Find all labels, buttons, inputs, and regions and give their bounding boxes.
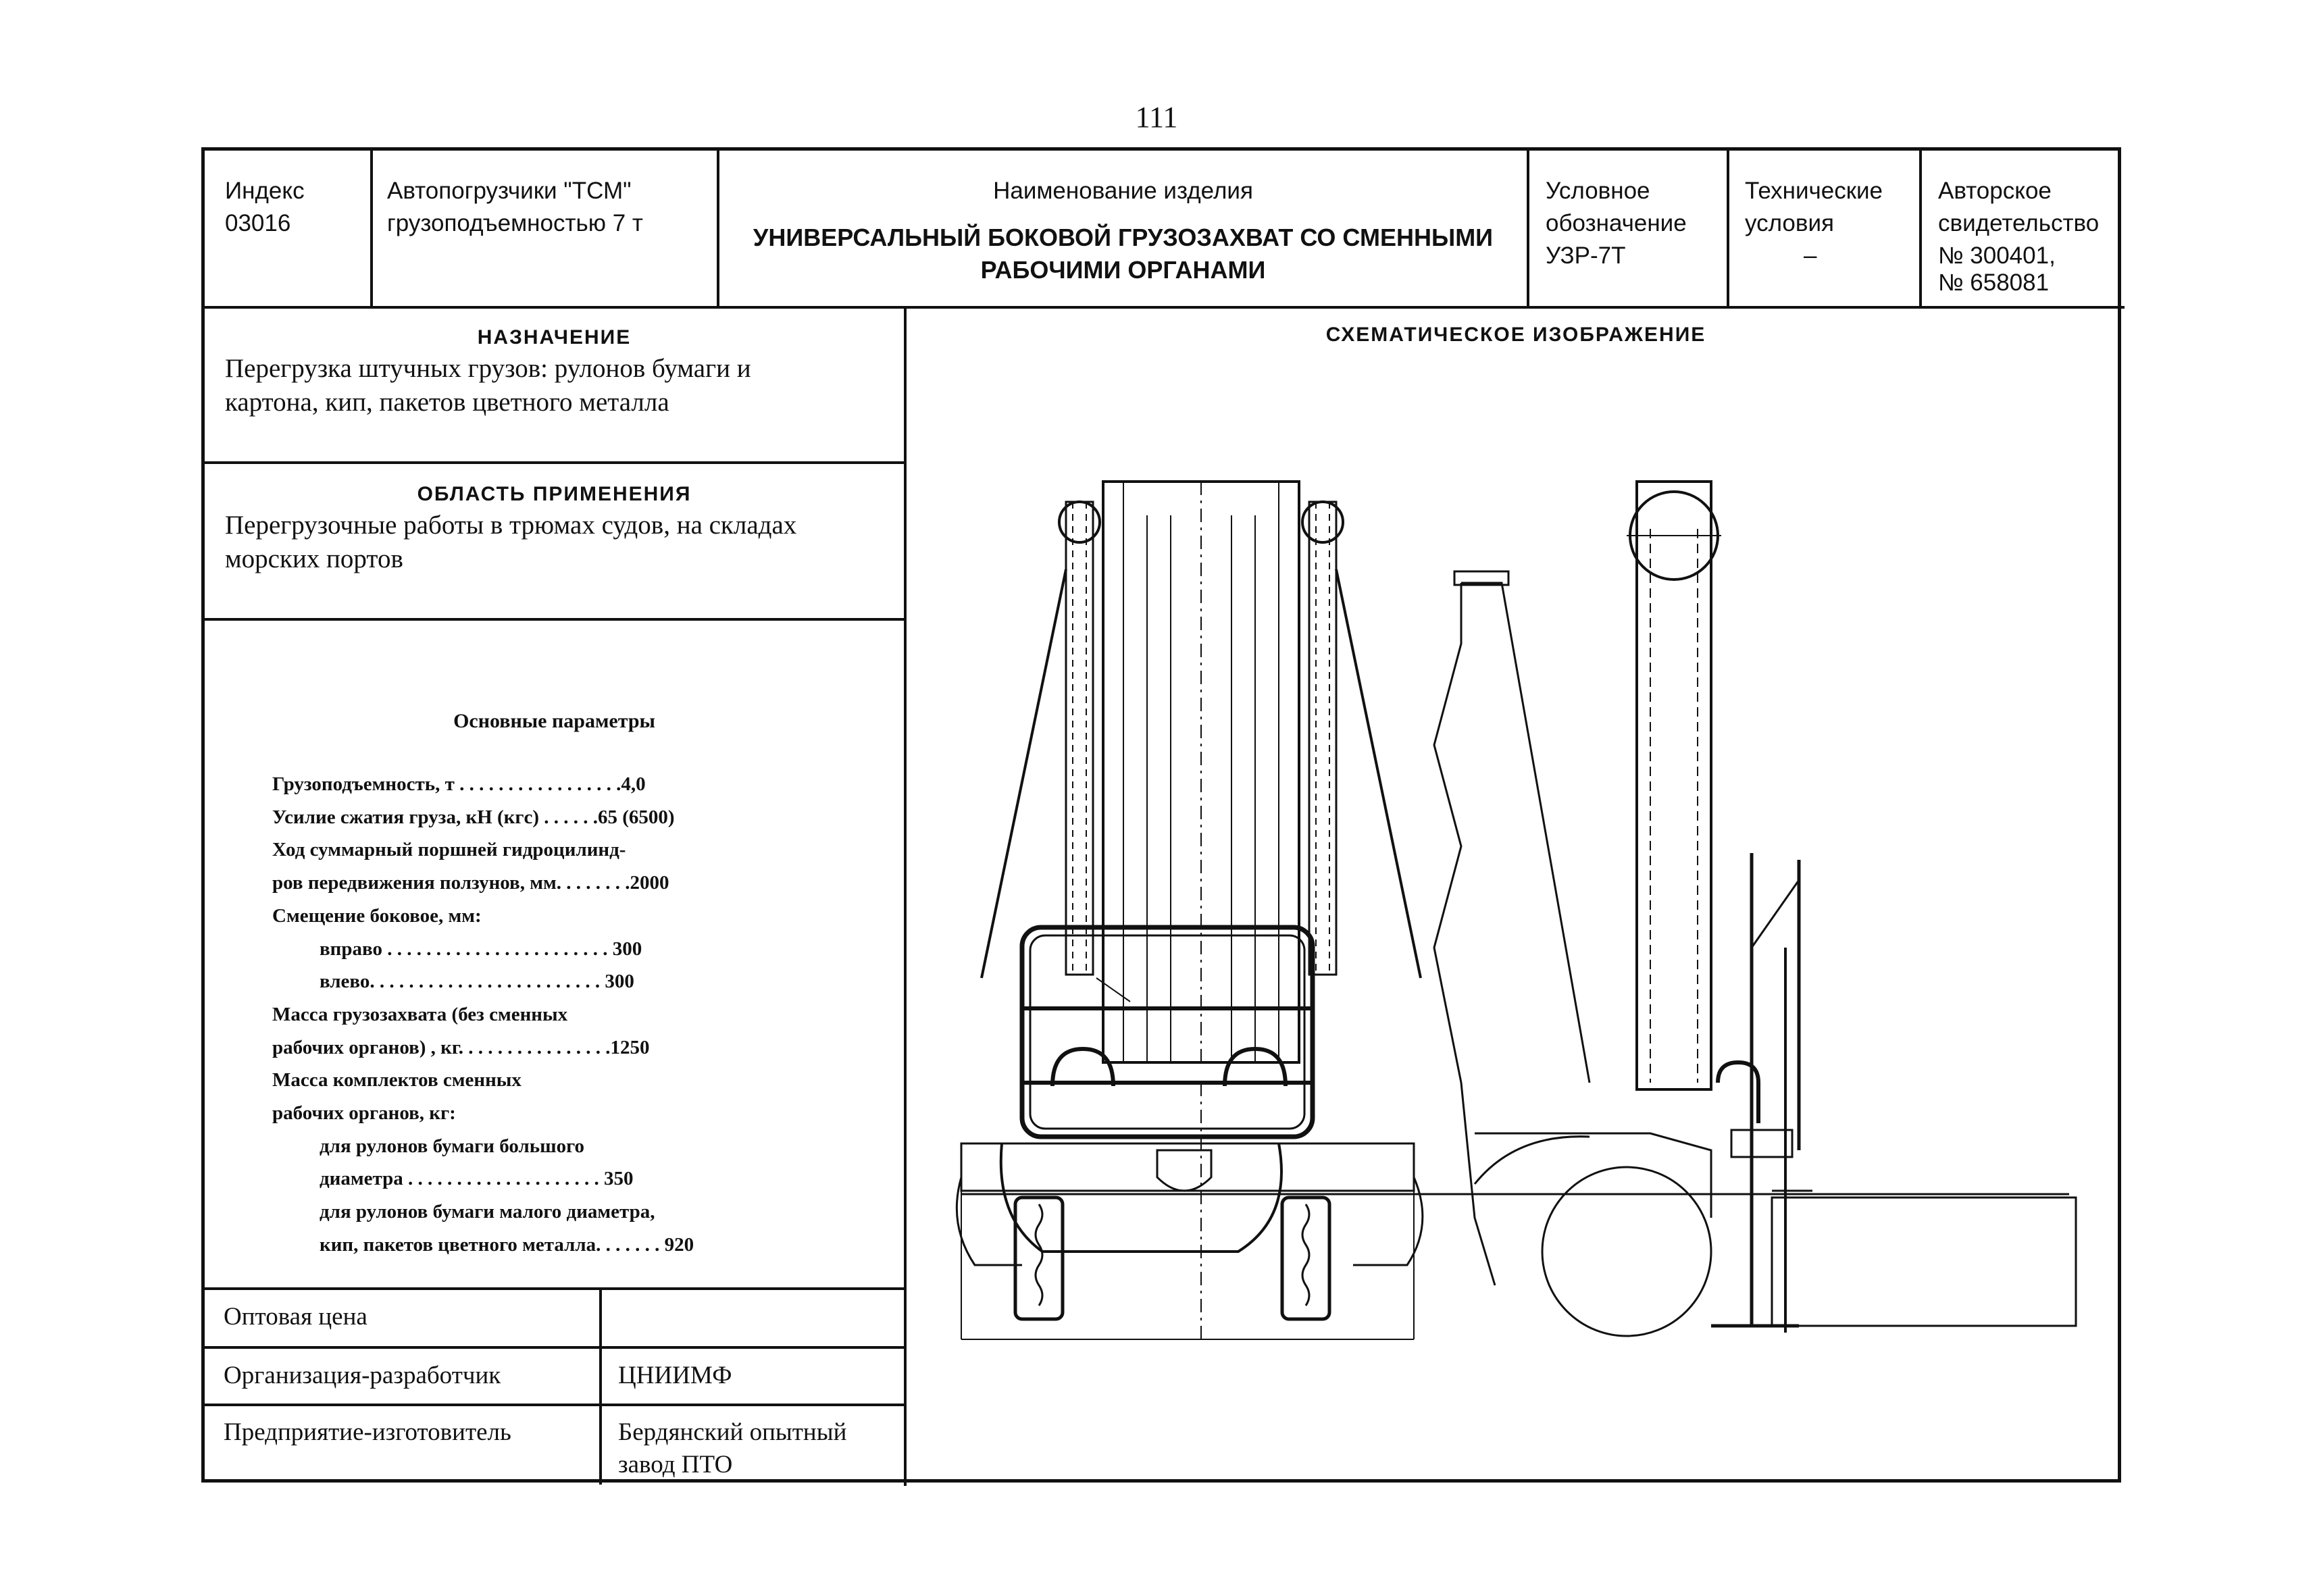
parameter-row: Грузоподъемность, т . . . . . . . . . . . . . . . . .4,0 (272, 773, 646, 795)
application-title: ОБЛАСТЬ ПРИМЕНЕНИЯ (417, 483, 692, 505)
designation-value: УЗР-7Т (1546, 242, 1626, 269)
wholesale-price-label: Оптовая цена (224, 1303, 367, 1331)
developer-value: ЦНИИМФ (618, 1362, 732, 1389)
parameter-row: кип, пакетов цветного металла. . . . . . . 920 (320, 1234, 694, 1256)
author-certificate-number2: № 658081 (1938, 269, 2050, 296)
purpose-line1: Перегрузка штучных грузов: рулонов бумаги и (225, 354, 751, 383)
product-name-line2: РАБОЧИМИ ОРГАНАМИ (980, 256, 1266, 284)
parameter-row: диаметра . . . . . . . . . . . . . . . . . . . . 350 (320, 1168, 634, 1189)
parameter-row: ров передвижения ползунов, мм. . . . . . . .2000 (272, 872, 669, 894)
manufacturer-value-line2: завод ПТО (618, 1451, 733, 1478)
parameter-row: для рулонов бумаги большого (320, 1135, 585, 1157)
forklift-front-view (957, 482, 2069, 1339)
product-name-line1: УНИВЕРСАЛЬНЫЙ БОКОВОЙ ГРУЗОЗАХВАТ СО СМЕННЫМИ (753, 224, 1494, 251)
developer-label: Организация-разработчик (224, 1362, 501, 1389)
parameter-row: Ход суммарный поршней гидроцилинд- (272, 839, 626, 860)
catalog-sheet (201, 147, 2121, 1483)
index-value: 03016 (225, 210, 291, 236)
tech-conditions-line1: Технические (1745, 178, 1883, 204)
purpose-title: НАЗНАЧЕНИЕ (477, 326, 632, 349)
designation-label-line2: обозначение (1546, 210, 1687, 236)
author-certificate-line1: Авторское (1938, 178, 2052, 204)
schematic-title: СХЕМАТИЧЕСКОЕ ИЗОБРАЖЕНИЕ (1325, 324, 1706, 346)
manufacturer-label: Предприятие-изготовитель (224, 1418, 511, 1446)
parameter-row: рабочих органов) , кг. . . . . . . . . . . . . . . .1250 (272, 1037, 650, 1058)
parameter-row: рабочих органов, кг: (272, 1102, 456, 1124)
index-label: Индекс (225, 178, 305, 204)
application-line1: Перегрузочные работы в трюмах судов, на складах (225, 511, 797, 540)
product-group-line2: грузоподъемностью 7 т (387, 210, 643, 236)
author-certificate-number1: № 300401, (1938, 242, 2056, 269)
manufacturer-value-line1: Бердянский опытный (618, 1418, 847, 1446)
forklift-side-view (1434, 482, 2076, 1336)
page-number: 111 (1135, 101, 1178, 134)
parameter-row: Усилие сжатия груза, кН (кгс) . . . . . .65 (6500) (272, 806, 675, 828)
product-group-line1: Автопогрузчики "ТСМ" (387, 178, 632, 204)
tech-conditions-value: – (1804, 242, 1817, 269)
parameter-row: Масса комплектов сменных (272, 1069, 522, 1091)
product-name-label: Наименование изделия (993, 178, 1253, 204)
parameter-row: Масса грузозахвата (без сменных (272, 1004, 568, 1025)
parameter-row: для рулонов бумаги малого диаметра, (320, 1201, 655, 1222)
forklift-schematic-drawing (921, 475, 2103, 1353)
parameter-row: Смещение боковое, мм: (272, 905, 482, 927)
tech-conditions-line2: условия (1745, 210, 1834, 236)
parameter-row: вправо . . . . . . . . . . . . . . . . . . . . . . . 300 (320, 938, 642, 960)
author-certificate-line2: свидетельство (1938, 210, 2100, 236)
parameter-row: влево. . . . . . . . . . . . . . . . . . . . . . . . 300 (320, 971, 634, 992)
parameters-title: Основные параметры (453, 710, 655, 732)
designation-label-line1: Условное (1546, 178, 1650, 204)
purpose-line2: картона, кип, пакетов цветного металла (225, 388, 669, 417)
application-line2: морских портов (225, 544, 403, 573)
